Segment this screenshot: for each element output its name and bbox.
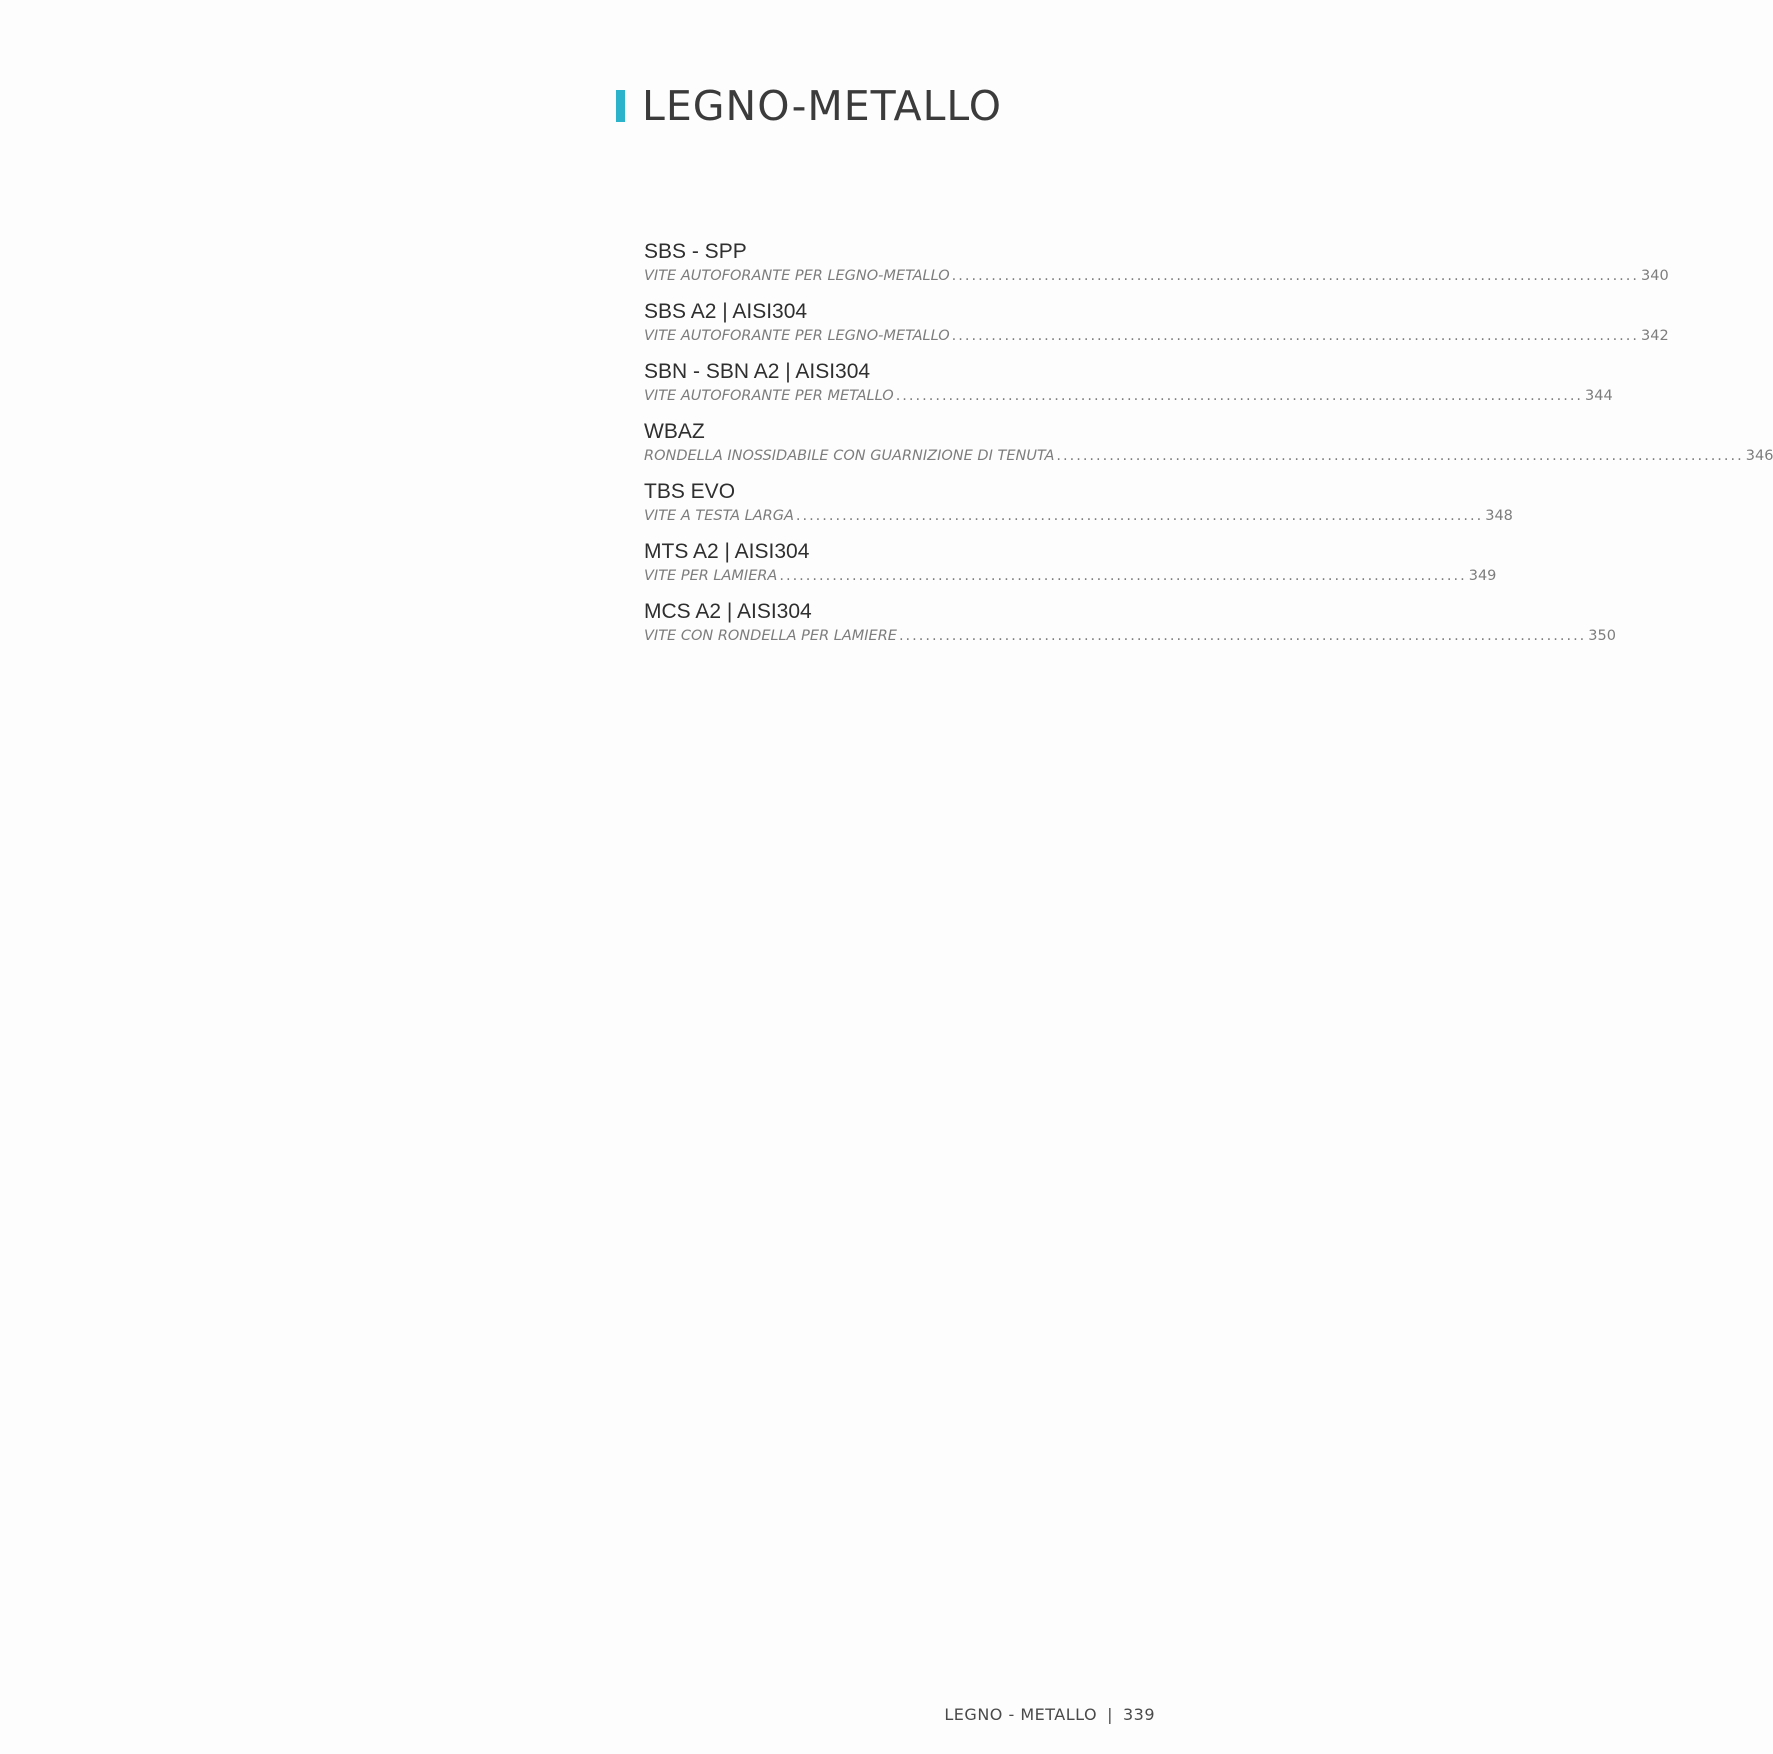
- footer-section-label: LEGNO - METALLO: [944, 1705, 1098, 1724]
- toc-entry-description: VITE AUTOFORANTE PER METALLO: [644, 388, 894, 404]
- dot-leader: ........................................................................................................: [898, 628, 1587, 644]
- toc-entry-page: 340: [1641, 268, 1669, 284]
- toc-entry-page: 342: [1641, 328, 1669, 344]
- toc-entry-title: WBAZ: [644, 420, 705, 443]
- toc-entry-description: VITE PER LAMIERA: [644, 568, 778, 584]
- toc-entry-title: MCS A2 | AISI304: [644, 600, 812, 623]
- toc-entry-line: [644, 266, 1669, 286]
- toc-entry-line: [644, 446, 1773, 466]
- dot-leader: ........................................................................................................: [951, 328, 1640, 344]
- toc-entry[interactable]: [644, 358, 1613, 418]
- toc-entry[interactable]: [644, 478, 1513, 538]
- section-header: [616, 80, 1002, 132]
- page-footer: [944, 1705, 1155, 1724]
- toc-entry-description: VITE AUTOFORANTE PER LEGNO-METALLO: [644, 328, 950, 344]
- toc-entry-page: 349: [1468, 568, 1497, 584]
- toc-entry-title: MTS A2 | AISI304: [644, 540, 810, 563]
- toc-entry-page: 350: [1588, 628, 1616, 644]
- dot-leader: ........................................................................................................: [779, 568, 1467, 584]
- section-title: LEGNO-METALLO: [642, 82, 1003, 130]
- toc-entry-description: VITE A TESTA LARGA: [644, 508, 794, 524]
- toc-entry-title: TBS EVO: [644, 480, 736, 503]
- toc-entry-title: SBS - SPP: [644, 240, 747, 263]
- toc-entry-title: SBN - SBN A2 | AISI304: [644, 360, 871, 383]
- toc-entry[interactable]: [644, 238, 1669, 298]
- dot-leader: ........................................................................................................: [1056, 448, 1744, 464]
- toc-entry-page: 344: [1585, 388, 1613, 404]
- dot-leader: ........................................................................................................: [951, 268, 1640, 284]
- toc-entry-page: 346: [1745, 448, 1773, 464]
- footer-separator: |: [1107, 1705, 1113, 1724]
- toc-entry-title: SBS A2 | AISI304: [644, 300, 808, 323]
- toc-entry-line: [644, 326, 1669, 346]
- toc-entry-line: [644, 626, 1616, 646]
- toc-entry-description: VITE CON RONDELLA PER LAMIERE: [644, 628, 897, 644]
- footer-page-number: 339: [1122, 1705, 1155, 1724]
- toc-entry-line: [644, 386, 1613, 406]
- toc-entry[interactable]: [644, 598, 1616, 658]
- accent-bar: [616, 90, 625, 122]
- toc-entry-description: RONDELLA INOSSIDABILE CON GUARNIZIONE DI TENUTA: [644, 448, 1055, 464]
- toc-entry[interactable]: [644, 298, 1669, 358]
- dot-leader: ........................................................................................................: [895, 388, 1584, 404]
- toc-entry-page: 348: [1485, 508, 1513, 524]
- dot-leader: ........................................................................................................: [795, 508, 1484, 524]
- toc-entry-line: [644, 566, 1497, 586]
- toc-entry-line: [644, 506, 1513, 526]
- table-of-contents: [644, 238, 1773, 658]
- toc-entry[interactable]: [644, 418, 1773, 478]
- toc-entry-description: VITE AUTOFORANTE PER LEGNO-METALLO: [644, 268, 950, 284]
- toc-entry[interactable]: [644, 538, 1497, 598]
